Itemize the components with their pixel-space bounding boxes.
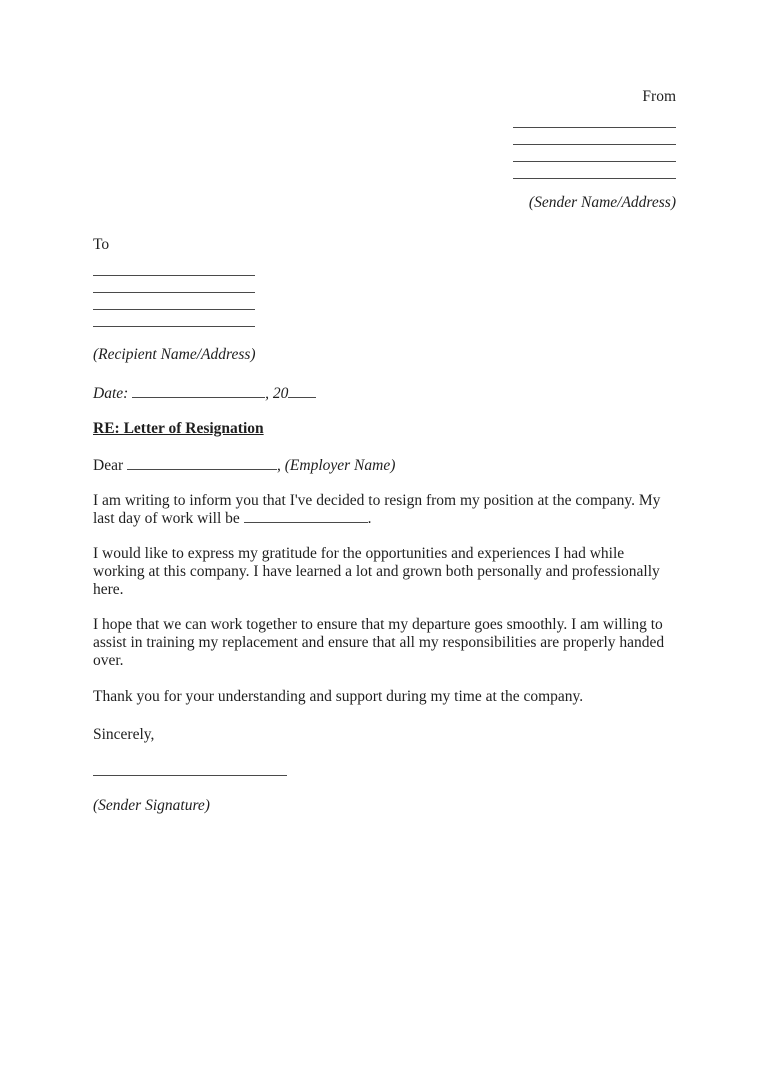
recipient-caption: (Recipient Name/Address) <box>93 346 256 363</box>
closing: Sincerely, <box>93 726 155 743</box>
salutation-comma: , <box>277 457 281 474</box>
paragraph-1-text: I am writing to inform you that I've decided to resign from my position at the company. My last day of work will be <box>93 492 661 527</box>
date-blank-field <box>132 386 265 398</box>
from-label: From <box>642 88 676 105</box>
sender-blank-lines <box>513 111 676 179</box>
recipient-blank-line <box>93 259 255 276</box>
paragraph-1-period: . <box>367 510 372 527</box>
to-label: To <box>93 236 110 253</box>
sender-blank-line <box>513 128 676 145</box>
sender-blank-line <box>513 111 676 128</box>
body-paragraph-2: I would like to express my gratitude for the opportunities and experiences I had while working at this company. I have learned a lot and grown both personally and professionally here. <box>93 545 660 598</box>
recipient-block <box>93 236 676 364</box>
sender-blank-line <box>513 145 676 162</box>
recipient-blank-line <box>93 276 255 293</box>
date-year-prefix: , 20 <box>265 385 289 402</box>
signature-caption: (Sender Signature) <box>93 797 210 814</box>
recipient-blank-line <box>93 310 255 327</box>
salutation-label: Dear <box>93 457 124 474</box>
body-paragraph-4: Thank you for your understanding and support during my time at the company. <box>93 688 584 705</box>
sender-blank-line <box>513 162 676 179</box>
subject-heading: RE: Letter of Resignation <box>93 420 264 437</box>
body-paragraph-1 <box>93 492 676 528</box>
year-blank-field <box>288 386 316 398</box>
salutation-line <box>93 457 676 475</box>
date-line <box>93 385 676 403</box>
body-paragraph-3: I hope that we can work together to ensure that my departure goes smoothly. I am willing to assist in training my replacement and ensure that all my responsibilities are properly handed over. <box>93 616 665 669</box>
sender-block <box>513 88 676 212</box>
signature-blank-line <box>93 775 287 776</box>
employer-caption: (Employer Name) <box>284 457 396 474</box>
subject-line <box>93 420 676 438</box>
employer-name-blank-field <box>127 458 277 470</box>
last-day-blank-field <box>244 511 368 523</box>
recipient-blank-line <box>93 293 255 310</box>
recipient-blank-lines <box>93 259 255 327</box>
date-label: Date: <box>93 385 129 402</box>
sender-caption: (Sender Name/Address) <box>528 194 676 211</box>
